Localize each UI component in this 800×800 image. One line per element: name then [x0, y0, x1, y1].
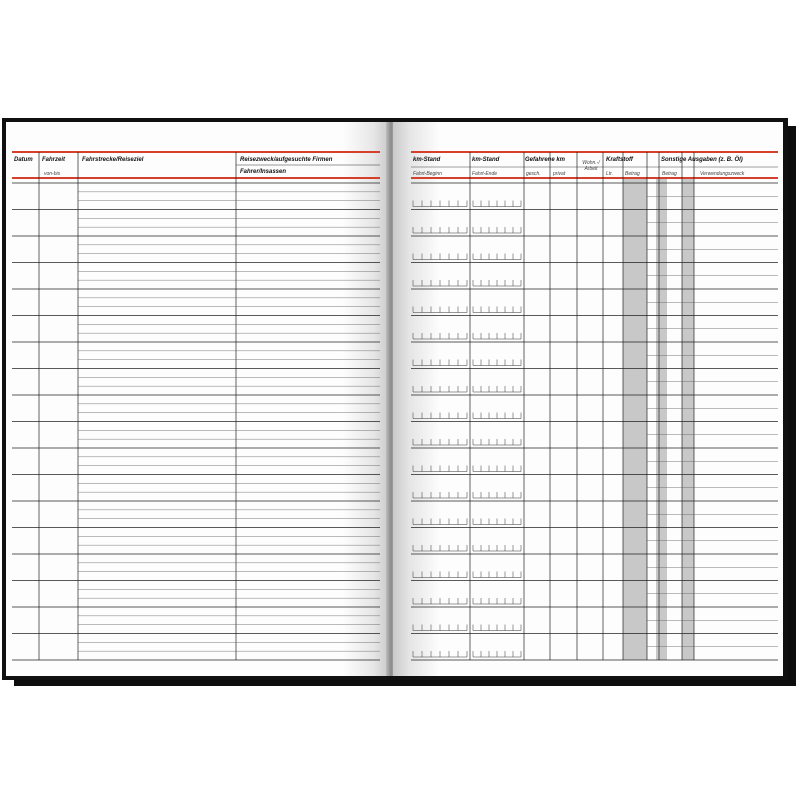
- right-page-grid: [393, 122, 783, 676]
- header-sonstige-ausgaben: Sonstige Ausgaben (z. B. Öl): [661, 157, 743, 163]
- header-reisezweck: Reisezweck/aufgesuchte Firmen: [240, 157, 333, 163]
- subheader-fahrt-beginn: Fahrt-Beginn: [413, 171, 442, 177]
- subheader-betrag-sonstige: Betrag: [662, 171, 677, 177]
- header-km-stand-beginn: km-Stand: [413, 157, 441, 163]
- header-km-stand-ende: km-Stand: [472, 157, 500, 163]
- header-fahrer: Fahrer/Insassen: [240, 169, 287, 175]
- header-kraftstoff: Kraftstoff: [606, 157, 633, 163]
- subheader-ltr: Ltr.: [606, 171, 614, 177]
- right-page: [393, 122, 783, 676]
- header-wohn-arbeit: Wohn.-/ Arbeit: [582, 160, 600, 172]
- subheader-betrag-kraftstoff: Betrag: [625, 171, 640, 177]
- subheader-von-bis: von-bis: [44, 171, 61, 177]
- header-fahrstrecke: Fahrstrecke/Reiseziel: [82, 157, 144, 163]
- header-gefahrene-km: Gefahrene km: [525, 157, 566, 163]
- left-page: [6, 122, 389, 676]
- sonstige-betrag-shade-2: [682, 178, 694, 660]
- left-page-grid: [6, 122, 389, 676]
- subheader-verwendungszweck: Verwendungszweck: [700, 171, 745, 177]
- header-fahrzeit: Fahrzeit: [42, 157, 66, 163]
- subheader-privat: privat: [553, 171, 566, 177]
- subheader-fahrt-ende: Fahrt-Ende: [472, 171, 498, 177]
- kraftstoff-betrag-shade: [623, 178, 647, 660]
- subheader-gesch: gesch.: [526, 171, 541, 177]
- sonstige-betrag-shade-1: [656, 178, 667, 660]
- header-datum: Datum: [14, 157, 33, 163]
